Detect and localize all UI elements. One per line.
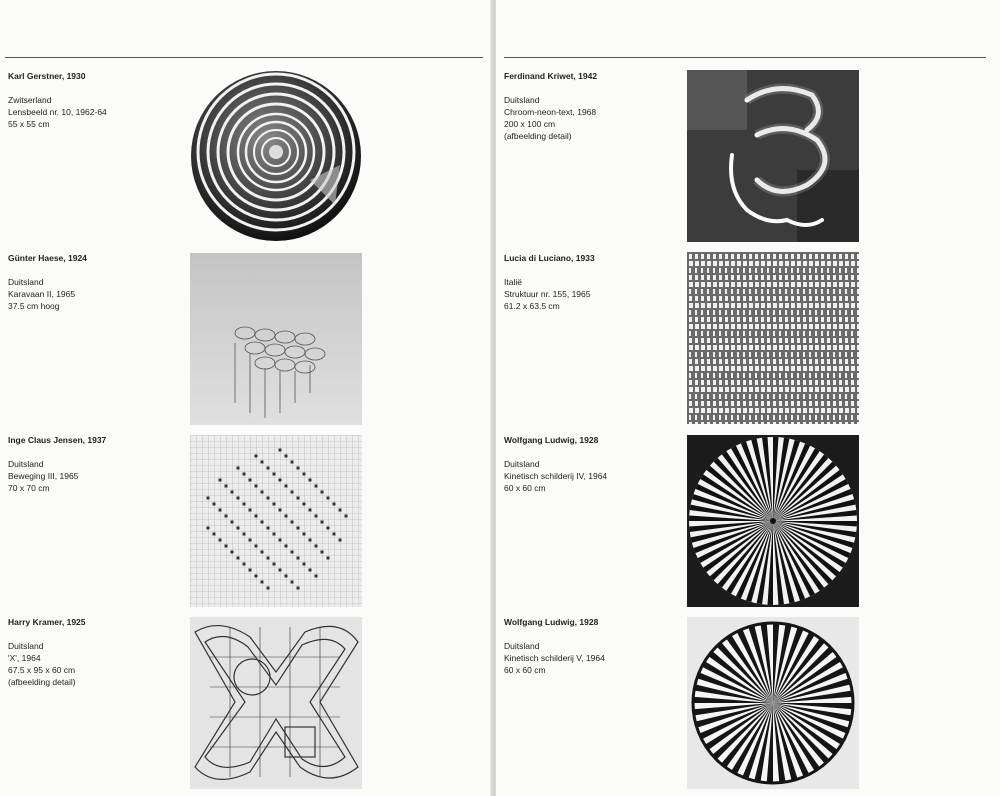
top-rule <box>5 57 483 58</box>
country: Duitsland <box>504 641 540 651</box>
caption-haese <box>8 252 178 312</box>
caption-ludwig-iv <box>504 434 674 494</box>
country: Zwitserland <box>8 95 52 105</box>
artist-name: Lucia di Luciano, 1933 <box>504 253 595 263</box>
artwork-title: Karavaan II, 1965 <box>8 289 76 299</box>
artist-name: Wolfgang Ludwig, 1928 <box>504 435 599 445</box>
artwork-image-ludwig-iv <box>687 435 859 607</box>
country: Duitsland <box>8 277 44 287</box>
dimensions: 61.2 x 63.5 cm <box>504 301 560 311</box>
artwork-image-haese <box>190 253 362 425</box>
dimensions: 60 x 60 cm <box>504 665 546 675</box>
artwork-title: Lensbeeld nr. 10, 1962-64 <box>8 107 107 117</box>
dimensions: 60 x 60 cm <box>504 483 546 493</box>
dimensions: 67.5 x 95 x 60 cm <box>8 665 76 675</box>
artist-name: Ferdinand Kriwet, 1942 <box>504 71 598 81</box>
detail-note: (afbeelding detail) <box>504 131 572 141</box>
artwork-image-ludwig-v <box>687 617 859 789</box>
caption-kriwet <box>504 70 674 142</box>
artwork-image-jensen <box>190 435 362 607</box>
artist-name: Karl Gerstner, 1930 <box>8 71 86 81</box>
left-page <box>0 0 492 796</box>
artist-name: Wolfgang Ludwig, 1928 <box>504 617 599 627</box>
artwork-title: Beweging III, 1965 <box>8 471 79 481</box>
caption-ludwig-v <box>504 616 674 676</box>
dimensions: 37.5 cm hoog <box>8 301 60 311</box>
artwork-title: 'X', 1964 <box>8 653 41 663</box>
dimensions: 70 x 70 cm <box>8 483 50 493</box>
detail-note: (afbeelding detail) <box>8 677 76 687</box>
artist-name: Günter Haese, 1924 <box>8 253 87 263</box>
caption-jensen <box>8 434 178 494</box>
country: Duitsland <box>504 459 540 469</box>
artwork-title: Struktuur nr. 155, 1965 <box>504 289 591 299</box>
artwork-image-kramer <box>190 617 362 789</box>
caption-kramer <box>8 616 178 688</box>
artwork-image-di-luciano <box>687 252 859 424</box>
artwork-title: Chroom-neon-text, 1968 <box>504 107 597 117</box>
artwork-title: Kinetisch schilderij IV, 1964 <box>504 471 608 481</box>
country: Duitsland <box>8 459 44 469</box>
artwork-image-gerstner <box>190 70 362 242</box>
artwork-image-kriwet <box>687 70 859 242</box>
caption-gerstner <box>8 70 178 130</box>
artist-name: Inge Claus Jensen, 1937 <box>8 435 107 445</box>
dimensions: 200 x 100 cm <box>504 119 556 129</box>
caption-di-luciano <box>504 252 674 312</box>
country: Duitsland <box>504 95 540 105</box>
artist-name: Harry Kramer, 1925 <box>8 617 86 627</box>
dimensions: 55 x 55 cm <box>8 119 50 129</box>
country: Italië <box>504 277 522 287</box>
top-rule <box>504 57 986 58</box>
artwork-title: Kinetisch schilderij V, 1964 <box>504 653 605 663</box>
country: Duitsland <box>8 641 44 651</box>
right-page <box>496 0 1000 796</box>
